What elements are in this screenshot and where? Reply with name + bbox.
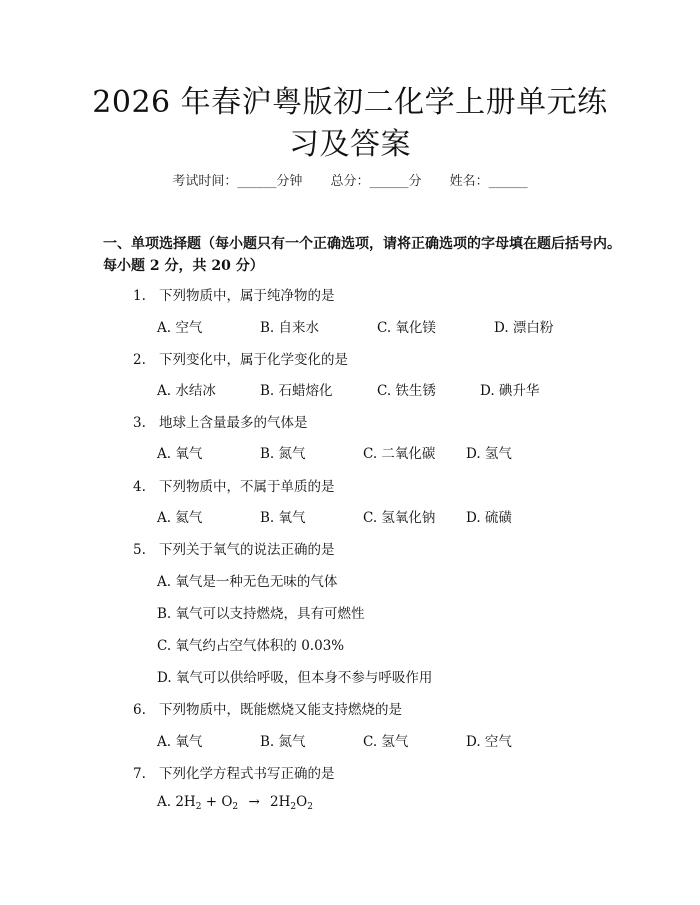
option-a: A. 空气 xyxy=(157,320,203,336)
option-b: B. 氮气 xyxy=(260,446,306,462)
question-6-options xyxy=(157,730,617,750)
option-c: C. 氢氧化钠 xyxy=(363,510,436,526)
question-5-option-a: A. 氧气是一种无色无味的气体 xyxy=(157,574,338,590)
section-title: 一、单项选择题（每小题只有一个正确选项，请将正确选项的字母填在题后括号内。每小题 2 分，共 20 分） xyxy=(103,236,621,274)
question-5-option-d: D. 氧气可以供给呼吸，但本身不参与呼吸作用 xyxy=(157,670,433,686)
option-c: C. 氢气 xyxy=(363,734,409,750)
option-b: B. 氧气 xyxy=(260,510,306,526)
option-a: A. 氧气 xyxy=(157,446,203,462)
question-text: 下列化学方程式书写正确的是 xyxy=(159,766,335,782)
question-3 xyxy=(133,411,308,431)
option-c: C. 氧化镁 xyxy=(377,320,436,336)
arrow-icon: → xyxy=(248,794,260,810)
option-prefix: A. 2H xyxy=(157,794,196,810)
question-4-options xyxy=(157,506,617,526)
question-number: 5. xyxy=(133,542,146,558)
question-4 xyxy=(133,475,335,495)
question-text: 地球上含量最多的气体是 xyxy=(159,415,308,431)
question-3-options xyxy=(157,442,617,462)
subscript: 2 xyxy=(232,802,239,812)
total-score: 总分：______分 xyxy=(330,174,422,189)
question-text: 下列物质中，不属于单质的是 xyxy=(159,479,335,495)
question-6 xyxy=(133,698,402,718)
plus-o: + O xyxy=(205,794,233,810)
question-text: 下列物质中，属于纯净物的是 xyxy=(159,288,335,304)
option-b: B. 氮气 xyxy=(260,734,306,750)
option-a: A. 氧气 xyxy=(157,734,203,750)
page-title: 2026 年春沪粤版初二化学上册单元练习及答案 xyxy=(92,85,608,162)
product-h: 2H xyxy=(270,794,291,810)
question-number: 3. xyxy=(133,415,146,431)
question-text: 下列关于氧气的说法正确的是 xyxy=(159,542,335,558)
option-d: D. 氢气 xyxy=(466,446,512,462)
option-a: A. 水结冰 xyxy=(157,383,216,399)
option-c: C. 二氧化碳 xyxy=(363,446,436,462)
option-a: A. 氦气 xyxy=(157,510,203,526)
option-d: D. 空气 xyxy=(466,734,512,750)
question-5-option-c: C. 氧气约占空气体积的 0.03% xyxy=(157,638,345,654)
question-7 xyxy=(133,762,335,782)
subscript: 2 xyxy=(195,802,202,812)
option-d: D. 漂白粉 xyxy=(494,320,554,336)
exam-time: 考试时间：______分钟 xyxy=(172,174,303,189)
question-number: 2. xyxy=(133,352,146,368)
question-5-option-b: B. 氧气可以支持燃烧，具有可燃性 xyxy=(157,606,365,622)
option-d: D. 硫磺 xyxy=(466,510,512,526)
option-c: C. 铁生锈 xyxy=(377,383,436,399)
question-1 xyxy=(133,284,335,304)
question-number: 6. xyxy=(133,702,146,718)
question-number: 4. xyxy=(133,479,146,495)
option-b: B. 自来水 xyxy=(260,320,320,336)
question-5 xyxy=(133,538,335,558)
question-7-option-a xyxy=(157,794,313,812)
product-o: O xyxy=(296,794,308,810)
question-1-options xyxy=(157,316,617,336)
question-number: 7. xyxy=(133,766,146,782)
subscript: 2 xyxy=(307,802,313,812)
subscript: 2 xyxy=(290,802,297,812)
student-name: 姓名：______ xyxy=(449,174,528,189)
question-text: 下列物质中，既能燃烧又能支持燃烧的是 xyxy=(159,702,402,718)
question-2-options xyxy=(157,379,617,399)
option-d: D. 碘升华 xyxy=(480,383,540,399)
exam-meta xyxy=(0,170,700,189)
question-text: 下列变化中，属于化学变化的是 xyxy=(159,352,348,368)
question-number: 1. xyxy=(133,288,146,304)
option-b: B. 石蜡熔化 xyxy=(260,383,333,399)
question-2 xyxy=(133,348,348,368)
